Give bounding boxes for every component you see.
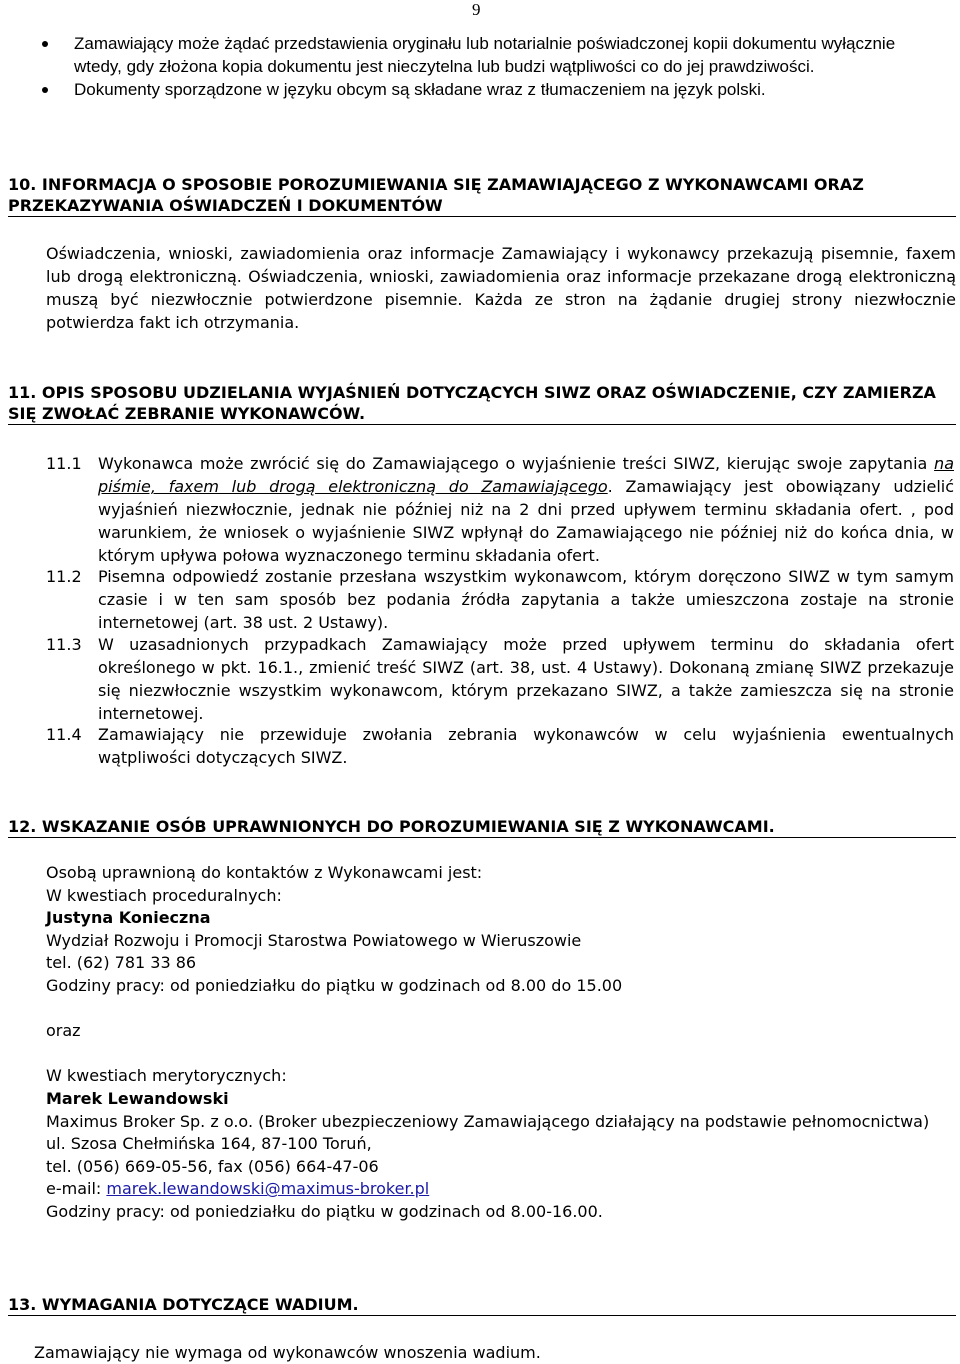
email-label: e-mail: <box>46 1179 107 1199</box>
list-item <box>40 32 920 78</box>
procedural-contact-name: Justyna Konieczna <box>46 908 211 928</box>
section-11-heading: 11. OPIS SPOSOBU UDZIELANIA WYJAŚNIEŃ DOTYCZĄCYCH SIWZ ORAZ OŚWIADCZENIE, CZY ZAMIERZA SIĘ ZWOŁAĆ ZEBRANIE WYKONAWCÓW. <box>8 382 956 425</box>
bullet-list <box>40 32 920 101</box>
bullet-text: Zamawiający może żądać przedstawienia oryginału lub notarialnie poświadczonej kopii dokumentu wyłącznie wtedy, gdy złożona kopia dokumentu jest nieczytelna lub budzi wątpliwości co do jej prawdziwości. <box>74 34 896 76</box>
subsection-text: Zamawiający nie przewiduje zwołania zebrania wykonawców w celu wyjaśnienia ewentualnych wątpliwości dotyczących SIWZ. <box>98 725 954 767</box>
list-item <box>40 78 920 101</box>
contact-intro: Osobą uprawnioną do kontaktów z Wykonawcami jest: <box>46 863 483 882</box>
procedural-department: Wydział Rozwoju i Promocji Starostwa Powiatowego w Wieruszowie <box>46 930 582 950</box>
merit-hours: Godziny pracy: od poniedziałku do piątku w godzinach od 8.00-16.00. <box>46 1201 603 1221</box>
subsection-number: 11.3 <box>46 635 82 654</box>
procedural-phone: tel. (62) 781 33 86 <box>46 953 197 973</box>
subsection-text: W uzasadnionych przypadkach Zamawiający może przed upływem terminu do składania ofert określonego w pkt. 16.1., zmienić treść SIWZ (art. 38, ust. 4 Ustawy). Dokonaną zmianę SIWZ przekazuje się niezwłocznie wszystkim wykonawcom, którym przekazano SIWZ, a także zamieszcza się na stronie internetowej. <box>98 635 954 723</box>
section-10-body: Oświadczenia, wnioski, zawiadomienia oraz informacje Zamawiający i wykonawcy przekazują pisemnie, faxem lub drogą elektroniczną. Oświadczenia, wnioski, zawiadomienia oraz informacje przekazane drogą elektroniczną muszą być niezwłocznie potwierdzone pisemnie. Każda ze stron na żądanie drugiej strony niezwłocznie potwierdza fakt ich otrzymania. <box>46 244 956 332</box>
section-10-heading: 10. INFORMACJA O SPOSOBIE POROZUMIEWANIA SIĘ ZAMAWIAJĄCEGO Z WYKONAWCAMI ORAZ PRZEKAZYWANIA OŚWIADCZEŃ I DOKUMENTÓW <box>8 174 956 217</box>
subsection-number: 11.4 <box>46 725 82 744</box>
page-number: 9 <box>472 0 481 19</box>
section-13-heading: 13. WYMAGANIA DOTYCZĄCE WADIUM. <box>8 1294 956 1316</box>
subsection-text: Pisemna odpowiedź zostanie przesłana wszystkim wykonawcom, którym doręczono SIWZ w tym samym czasie i w ten sam sposób bez podania źródła zapytania a także umieszczona zostaje na stronie internetowej (art. 38 ust. 2 Ustawy). <box>98 567 954 632</box>
merit-phone: tel. (056) 669-05-56, fax (056) 664-47-06 <box>46 1156 379 1176</box>
subsection-number: 11.2 <box>46 567 82 586</box>
subsection-number: 11.1 <box>46 454 82 473</box>
bullet-icon <box>42 41 48 47</box>
subsection-text <box>98 452 954 567</box>
conjunction-text: oraz <box>46 1021 81 1041</box>
merit-address: ul. Szosa Chełmińska 164, 87-100 Toruń, <box>46 1134 372 1154</box>
section-13-body: Zamawiający nie wymaga od wykonawców wnoszenia wadium. <box>34 1343 541 1362</box>
subsection-11-1 <box>46 452 954 567</box>
spacer <box>46 998 956 1021</box>
merit-company: Maximus Broker Sp. z o.o. (Broker ubezpieczeniowy Zamawiającego działający na podstawie pełnomocnictwa) <box>46 1111 930 1131</box>
bullet-icon <box>42 87 48 93</box>
procedural-hours: Godziny pracy: od poniedziałku do piątku w godzinach od 8.00 do 15.00 <box>46 975 623 995</box>
subsection-11-4 <box>46 723 954 769</box>
bullet-text: Dokumenty sporządzone w języku obcym są składane wraz z tłumaczeniem na język polski. <box>74 80 766 99</box>
procedural-label: W kwestiach proceduralnych: <box>46 885 282 905</box>
subsection-text-part: Wykonawca może zwrócić się do Zamawiającego o wyjaśnienie treści SIWZ, kierując swoje zapytania <box>98 454 935 473</box>
merit-contact-name: Marek Lewandowski <box>46 1088 229 1108</box>
subsection-text-part: . Zamawiający jest obowiązany udzielić wyjaśnień niezwłocznie, jednak nie później niż na 2 dni przed upływem terminu składania ofert. , pod warunkiem, że wniosek o wyjaśnienie SIWZ wpłynął do Zamawiającego nie później niż do końca dnia, w którym upływa połowa wyznaczonego terminu składania ofert. <box>98 477 954 565</box>
section-12-heading: 12. WSKAZANIE OSÓB UPRAWNIONYCH DO POROZUMIEWANIA SIĘ Z WYKONAWCAMI. <box>8 816 956 838</box>
subsection-11-3 <box>46 633 954 725</box>
spacer <box>46 1043 956 1066</box>
subsection-emphasis: na piśmie, faxem lub drogą elektroniczną do Zamawiającego <box>98 454 954 496</box>
contact-block <box>46 862 956 1224</box>
email-link[interactable]: marek.lewandowski@maximus-broker.pl <box>106 1179 430 1199</box>
merit-email-line <box>46 1178 956 1201</box>
subsection-11-2 <box>46 565 954 634</box>
merit-label: W kwestiach merytorycznych: <box>46 1066 287 1086</box>
